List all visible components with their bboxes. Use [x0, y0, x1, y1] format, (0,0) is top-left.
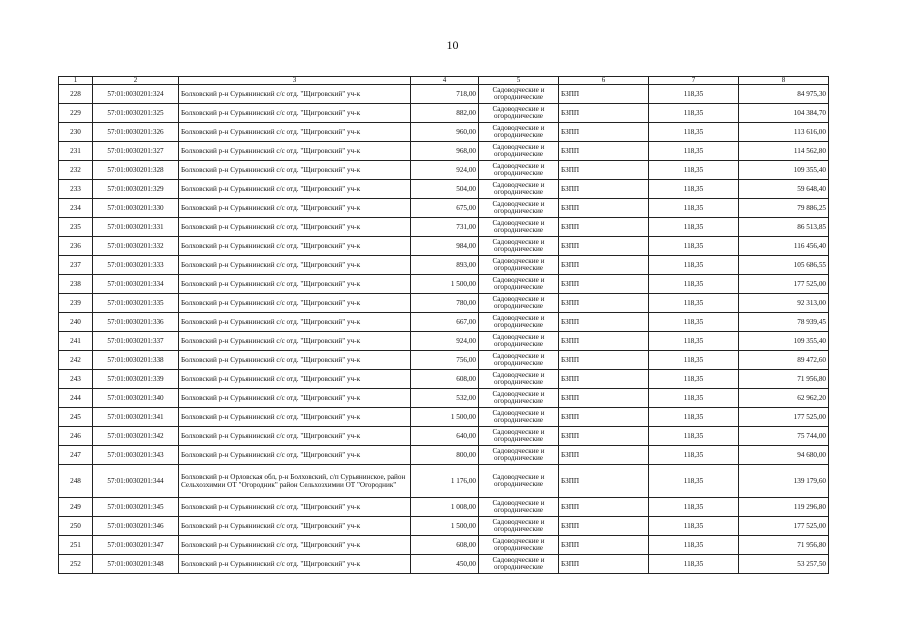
cell-category: БЗПП — [559, 555, 649, 574]
cell-cadastral-value: 116 456,40 — [739, 237, 829, 256]
table-row — [59, 555, 829, 574]
cell-permitted-use: Садоводческие и огороднические — [479, 427, 559, 446]
cell-permitted-use: Садоводческие и огороднические — [479, 294, 559, 313]
cell-cadastral-value: 86 513,85 — [739, 218, 829, 237]
cell-cadastral-value: 53 257,50 — [739, 555, 829, 574]
table-row — [59, 123, 829, 142]
cell-cadastral-value: 139 179,60 — [739, 465, 829, 498]
cell-area: 800,00 — [411, 446, 479, 465]
table-body — [59, 85, 829, 574]
cell-rate: 118,35 — [649, 256, 739, 275]
cell-permitted-use: Садоводческие и огороднические — [479, 218, 559, 237]
cell-permitted-use: Садоводческие и огороднические — [479, 332, 559, 351]
cell-cadastral-number: 57:01:0030201:347 — [93, 536, 179, 555]
cell-cadastral-number: 57:01:0030201:342 — [93, 427, 179, 446]
cell-cadastral-value: 94 680,00 — [739, 446, 829, 465]
cell-rate: 118,35 — [649, 313, 739, 332]
cell-row-number: 242 — [59, 351, 93, 370]
table-row — [59, 498, 829, 517]
cell-permitted-use: Садоводческие и огороднические — [479, 161, 559, 180]
cell-address: Болховский р-н Сурьянинский с/с отд. "Щигровский" уч-к — [179, 446, 411, 465]
cell-cadastral-value: 104 384,70 — [739, 104, 829, 123]
cell-cadastral-value: 113 616,00 — [739, 123, 829, 142]
cell-row-number: 240 — [59, 313, 93, 332]
table-row — [59, 351, 829, 370]
cell-category: БЗПП — [559, 275, 649, 294]
cell-category: БЗПП — [559, 199, 649, 218]
cell-cadastral-value: 62 962,20 — [739, 389, 829, 408]
cell-cadastral-number: 57:01:0030201:344 — [93, 465, 179, 498]
cell-rate: 118,35 — [649, 408, 739, 427]
cell-area: 1 500,00 — [411, 517, 479, 536]
table-row — [59, 237, 829, 256]
table-row — [59, 313, 829, 332]
table-row — [59, 294, 829, 313]
cell-permitted-use: Садоводческие и огороднические — [479, 517, 559, 536]
cell-row-number: 235 — [59, 218, 93, 237]
cell-area: 882,00 — [411, 104, 479, 123]
cell-row-number: 230 — [59, 123, 93, 142]
cell-row-number: 229 — [59, 104, 93, 123]
cell-cadastral-number: 57:01:0030201:348 — [93, 555, 179, 574]
cell-category: БЗПП — [559, 237, 649, 256]
cell-address: Болховский р-н Сурьянинский с/с отд. "Щигровский" уч-к — [179, 294, 411, 313]
cell-permitted-use: Садоводческие и огороднические — [479, 104, 559, 123]
cell-area: 1 008,00 — [411, 498, 479, 517]
cell-permitted-use: Садоводческие и огороднические — [479, 313, 559, 332]
table-row — [59, 389, 829, 408]
cell-category: БЗПП — [559, 465, 649, 498]
cell-row-number: 245 — [59, 408, 93, 427]
table-row — [59, 180, 829, 199]
cell-category: БЗПП — [559, 85, 649, 104]
cell-cadastral-number: 57:01:0030201:330 — [93, 199, 179, 218]
cell-address: Болховский р-н Сурьянинский с/с отд. "Щигровский" уч-к — [179, 199, 411, 218]
cell-row-number: 252 — [59, 555, 93, 574]
cell-address: Болховский р-н Сурьянинский с/с отд. "Щигровский" уч-к — [179, 517, 411, 536]
cell-address: Болховский р-н Сурьянинский с/с отд. "Щигровский" уч-к — [179, 498, 411, 517]
cell-rate: 118,35 — [649, 180, 739, 199]
column-header: 3 — [179, 77, 411, 85]
cell-row-number: 232 — [59, 161, 93, 180]
cell-row-number: 249 — [59, 498, 93, 517]
cell-area: 924,00 — [411, 161, 479, 180]
cell-rate: 118,35 — [649, 142, 739, 161]
cell-cadastral-number: 57:01:0030201:343 — [93, 446, 179, 465]
cell-row-number: 228 — [59, 85, 93, 104]
cell-rate: 118,35 — [649, 218, 739, 237]
cell-rate: 118,35 — [649, 427, 739, 446]
cell-address: Болховский р-н Сурьянинский с/с отд. "Щигровский" уч-к — [179, 161, 411, 180]
cell-cadastral-number: 57:01:0030201:326 — [93, 123, 179, 142]
cell-rate: 118,35 — [649, 332, 739, 351]
cell-category: БЗПП — [559, 104, 649, 123]
cell-permitted-use: Садоводческие и огороднические — [479, 275, 559, 294]
cell-area: 960,00 — [411, 123, 479, 142]
table-row — [59, 161, 829, 180]
cell-row-number: 239 — [59, 294, 93, 313]
cell-permitted-use: Садоводческие и огороднические — [479, 351, 559, 370]
cell-cadastral-value: 177 525,00 — [739, 408, 829, 427]
cell-rate: 118,35 — [649, 536, 739, 555]
cell-permitted-use: Садоводческие и огороднические — [479, 555, 559, 574]
cell-address: Болховский р-н Сурьянинский с/с отд. "Щигровский" уч-к — [179, 370, 411, 389]
cell-cadastral-number: 57:01:0030201:346 — [93, 517, 179, 536]
cell-category: БЗПП — [559, 218, 649, 237]
cell-address: Болховский р-н Сурьянинский с/с отд. "Щигровский" уч-к — [179, 237, 411, 256]
cell-category: БЗПП — [559, 389, 649, 408]
table-row — [59, 517, 829, 536]
cell-row-number: 241 — [59, 332, 93, 351]
cell-rate: 118,35 — [649, 104, 739, 123]
cell-area: 893,00 — [411, 256, 479, 275]
cell-area: 608,00 — [411, 370, 479, 389]
cell-cadastral-value: 109 355,40 — [739, 161, 829, 180]
cell-cadastral-number: 57:01:0030201:327 — [93, 142, 179, 161]
cell-row-number: 244 — [59, 389, 93, 408]
cell-row-number: 236 — [59, 237, 93, 256]
cell-address: Болховский р-н Сурьянинский с/с отд. "Щигровский" уч-к — [179, 180, 411, 199]
cell-address: Болховский р-н Орловская обл, р-н Болховский, с/п Сурьянинское, район Сельхозхимии ОТ "Огородник" район Сельхозхимии ОТ "Огородник" — [179, 465, 411, 498]
cell-address: Болховский р-н Сурьянинский с/с отд. "Щигровский" уч-к — [179, 408, 411, 427]
cell-permitted-use: Садоводческие и огороднические — [479, 536, 559, 555]
table-row — [59, 370, 829, 389]
cell-rate: 118,35 — [649, 123, 739, 142]
cell-area: 504,00 — [411, 180, 479, 199]
cell-row-number: 251 — [59, 536, 93, 555]
cell-area: 640,00 — [411, 427, 479, 446]
cell-area: 924,00 — [411, 332, 479, 351]
cell-category: БЗПП — [559, 370, 649, 389]
cell-address: Болховский р-н Сурьянинский с/с отд. "Щигровский" уч-к — [179, 427, 411, 446]
cell-cadastral-number: 57:01:0030201:329 — [93, 180, 179, 199]
cell-address: Болховский р-н Сурьянинский с/с отд. "Щигровский" уч-к — [179, 275, 411, 294]
table-row — [59, 332, 829, 351]
column-header: 2 — [93, 77, 179, 85]
cell-cadastral-value: 177 525,00 — [739, 517, 829, 536]
cell-row-number: 250 — [59, 517, 93, 536]
cell-cadastral-value: 109 355,40 — [739, 332, 829, 351]
cell-category: БЗПП — [559, 294, 649, 313]
cell-area: 1 500,00 — [411, 408, 479, 427]
cell-cadastral-value: 71 956,80 — [739, 370, 829, 389]
cell-cadastral-value: 92 313,00 — [739, 294, 829, 313]
cell-rate: 118,35 — [649, 517, 739, 536]
cell-category: БЗПП — [559, 517, 649, 536]
cell-permitted-use: Садоводческие и огороднические — [479, 142, 559, 161]
cell-row-number: 248 — [59, 465, 93, 498]
cell-area: 984,00 — [411, 237, 479, 256]
cell-permitted-use: Садоводческие и огороднические — [479, 446, 559, 465]
cell-cadastral-value: 119 296,80 — [739, 498, 829, 517]
cell-rate: 118,35 — [649, 351, 739, 370]
cell-permitted-use: Садоводческие и огороднические — [479, 465, 559, 498]
cell-rate: 118,35 — [649, 555, 739, 574]
cell-permitted-use: Садоводческие и огороднические — [479, 370, 559, 389]
cell-rate: 118,35 — [649, 370, 739, 389]
cell-cadastral-number: 57:01:0030201:333 — [93, 256, 179, 275]
table-row — [59, 427, 829, 446]
table-row — [59, 218, 829, 237]
cell-area: 608,00 — [411, 536, 479, 555]
cell-rate: 118,35 — [649, 275, 739, 294]
cell-cadastral-number: 57:01:0030201:325 — [93, 104, 179, 123]
cell-address: Болховский р-н Сурьянинский с/с отд. "Щигровский" уч-к — [179, 123, 411, 142]
cell-cadastral-number: 57:01:0030201:331 — [93, 218, 179, 237]
cell-category: БЗПП — [559, 161, 649, 180]
column-header: 1 — [59, 77, 93, 85]
cell-permitted-use: Садоводческие и огороднические — [479, 123, 559, 142]
cell-row-number: 247 — [59, 446, 93, 465]
column-header: 8 — [739, 77, 829, 85]
cell-area: 1 176,00 — [411, 465, 479, 498]
cell-cadastral-value: 79 886,25 — [739, 199, 829, 218]
cell-permitted-use: Садоводческие и огороднические — [479, 199, 559, 218]
column-header: 4 — [411, 77, 479, 85]
cell-cadastral-number: 57:01:0030201:328 — [93, 161, 179, 180]
column-header: 5 — [479, 77, 559, 85]
cell-area: 731,00 — [411, 218, 479, 237]
cell-permitted-use: Садоводческие и огороднические — [479, 408, 559, 427]
table-row — [59, 446, 829, 465]
cell-cadastral-number: 57:01:0030201:332 — [93, 237, 179, 256]
cell-cadastral-number: 57:01:0030201:338 — [93, 351, 179, 370]
cell-cadastral-number: 57:01:0030201:340 — [93, 389, 179, 408]
cell-cadastral-value: 177 525,00 — [739, 275, 829, 294]
cell-rate: 118,35 — [649, 161, 739, 180]
cell-permitted-use: Садоводческие и огороднические — [479, 85, 559, 104]
cell-cadastral-number: 57:01:0030201:334 — [93, 275, 179, 294]
column-number-row — [59, 77, 829, 85]
cell-row-number: 238 — [59, 275, 93, 294]
cell-row-number: 243 — [59, 370, 93, 389]
cell-category: БЗПП — [559, 427, 649, 446]
cell-address: Болховский р-н Сурьянинский с/с отд. "Щигровский" уч-к — [179, 332, 411, 351]
cell-category: БЗПП — [559, 180, 649, 199]
cell-row-number: 246 — [59, 427, 93, 446]
land-register-table — [58, 76, 829, 574]
cell-area: 675,00 — [411, 199, 479, 218]
cell-address: Болховский р-н Сурьянинский с/с отд. "Щигровский" уч-к — [179, 85, 411, 104]
table-row — [59, 465, 829, 498]
page-number: 10 — [446, 38, 459, 52]
cell-address: Болховский р-н Сурьянинский с/с отд. "Щигровский" уч-к — [179, 536, 411, 555]
cell-category: БЗПП — [559, 408, 649, 427]
cell-cadastral-value: 71 956,80 — [739, 536, 829, 555]
cell-cadastral-value: 89 472,60 — [739, 351, 829, 370]
cell-permitted-use: Садоводческие и огороднические — [479, 498, 559, 517]
cell-address: Болховский р-н Сурьянинский с/с отд. "Щигровский" уч-к — [179, 256, 411, 275]
cell-category: БЗПП — [559, 123, 649, 142]
cell-cadastral-number: 57:01:0030201:337 — [93, 332, 179, 351]
cell-category: БЗПП — [559, 332, 649, 351]
cell-cadastral-value: 114 562,80 — [739, 142, 829, 161]
cell-address: Болховский р-н Сурьянинский с/с отд. "Щигровский" уч-к — [179, 218, 411, 237]
column-header: 7 — [649, 77, 739, 85]
cell-row-number: 234 — [59, 199, 93, 218]
cell-address: Болховский р-н Сурьянинский с/с отд. "Щигровский" уч-к — [179, 389, 411, 408]
cell-category: БЗПП — [559, 536, 649, 555]
cell-cadastral-number: 57:01:0030201:339 — [93, 370, 179, 389]
cell-rate: 118,35 — [649, 199, 739, 218]
cell-category: БЗПП — [559, 498, 649, 517]
cell-rate: 118,35 — [649, 85, 739, 104]
cell-cadastral-value: 78 939,45 — [739, 313, 829, 332]
table-row — [59, 85, 829, 104]
table-row — [59, 536, 829, 555]
cell-area: 450,00 — [411, 555, 479, 574]
cell-permitted-use: Садоводческие и огороднические — [479, 237, 559, 256]
cell-category: БЗПП — [559, 351, 649, 370]
cell-address: Болховский р-н Сурьянинский с/с отд. "Щигровский" уч-к — [179, 104, 411, 123]
cell-rate: 118,35 — [649, 498, 739, 517]
cell-permitted-use: Садоводческие и огороднические — [479, 389, 559, 408]
cell-permitted-use: Садоводческие и огороднические — [479, 180, 559, 199]
table-row — [59, 199, 829, 218]
cell-area: 718,00 — [411, 85, 479, 104]
cell-rate: 118,35 — [649, 389, 739, 408]
cell-cadastral-number: 57:01:0030201:324 — [93, 85, 179, 104]
cell-area: 968,00 — [411, 142, 479, 161]
cell-rate: 118,35 — [649, 294, 739, 313]
cell-cadastral-number: 57:01:0030201:345 — [93, 498, 179, 517]
cell-area: 1 500,00 — [411, 275, 479, 294]
cell-cadastral-value: 105 686,55 — [739, 256, 829, 275]
cell-area: 532,00 — [411, 389, 479, 408]
cell-cadastral-value: 84 975,30 — [739, 85, 829, 104]
cell-address: Болховский р-н Сурьянинский с/с отд. "Щигровский" уч-к — [179, 351, 411, 370]
cell-category: БЗПП — [559, 256, 649, 275]
cell-rate: 118,35 — [649, 237, 739, 256]
cell-area: 780,00 — [411, 294, 479, 313]
cell-cadastral-value: 59 648,40 — [739, 180, 829, 199]
cell-category: БЗПП — [559, 446, 649, 465]
cell-permitted-use: Садоводческие и огороднические — [479, 256, 559, 275]
cell-category: БЗПП — [559, 313, 649, 332]
cell-rate: 118,35 — [649, 465, 739, 498]
cell-cadastral-value: 75 744,00 — [739, 427, 829, 446]
column-header: 6 — [559, 77, 649, 85]
cell-cadastral-number: 57:01:0030201:336 — [93, 313, 179, 332]
cell-area: 756,00 — [411, 351, 479, 370]
table-row — [59, 275, 829, 294]
table-row — [59, 104, 829, 123]
cell-row-number: 233 — [59, 180, 93, 199]
cell-rate: 118,35 — [649, 446, 739, 465]
cell-row-number: 231 — [59, 142, 93, 161]
cell-address: Болховский р-н Сурьянинский с/с отд. "Щигровский" уч-к — [179, 313, 411, 332]
cell-cadastral-number: 57:01:0030201:341 — [93, 408, 179, 427]
cell-address: Болховский р-н Сурьянинский с/с отд. "Щигровский" уч-к — [179, 555, 411, 574]
cell-category: БЗПП — [559, 142, 649, 161]
table-row — [59, 256, 829, 275]
cell-cadastral-number: 57:01:0030201:335 — [93, 294, 179, 313]
table-row — [59, 142, 829, 161]
cell-address: Болховский р-н Сурьянинский с/с отд. "Щигровский" уч-к — [179, 142, 411, 161]
table-row — [59, 408, 829, 427]
cell-row-number: 237 — [59, 256, 93, 275]
cell-area: 667,00 — [411, 313, 479, 332]
